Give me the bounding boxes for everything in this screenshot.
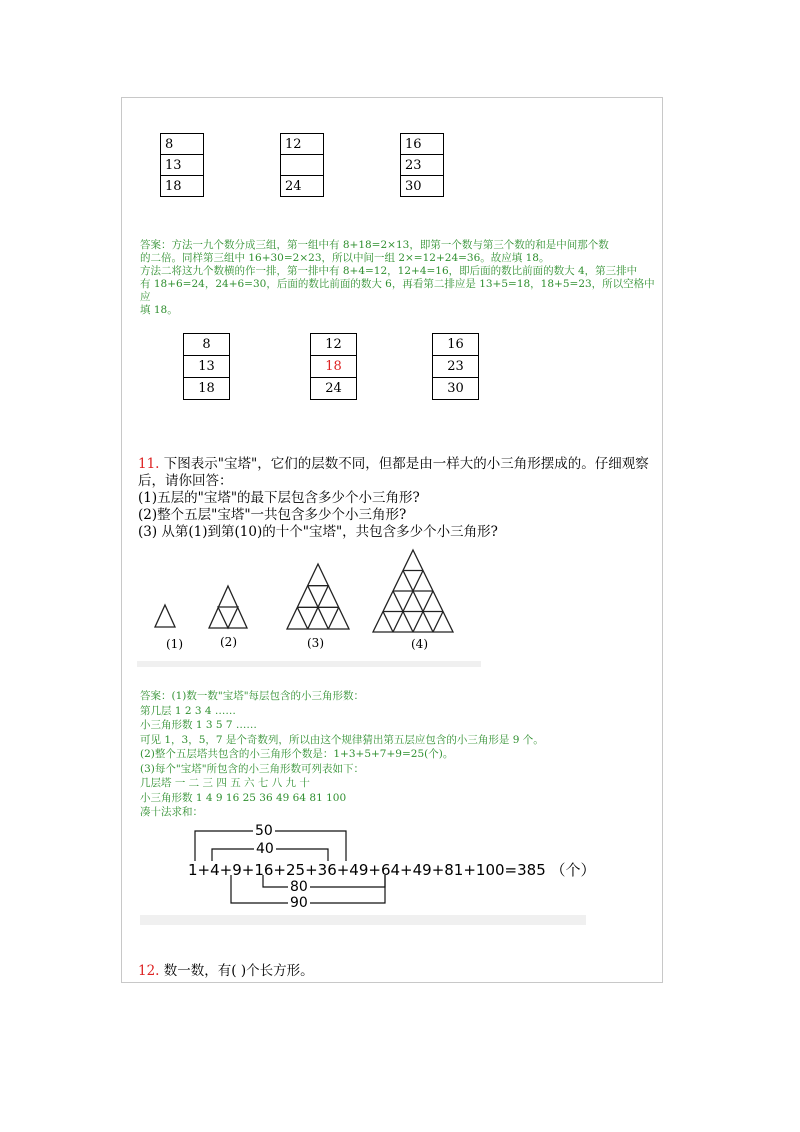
bracket-label: 40: [256, 841, 274, 857]
grid-cell: 18: [161, 176, 204, 197]
answer-line: 答案：(1)数一数"宝塔"每层包含的小三角形数：: [140, 690, 365, 702]
diagram-shadow: [140, 915, 586, 925]
pagoda-1: [155, 605, 175, 627]
grid-cell: 24: [281, 176, 324, 197]
bracket-label: 90: [290, 895, 308, 911]
column-cell: 24: [311, 378, 357, 400]
column-cell-highlight: 18: [311, 356, 357, 378]
grid-cell: 13: [161, 155, 204, 176]
figure-label: (3): [307, 636, 324, 650]
figure-label: (2): [220, 635, 237, 649]
column-cell: 12: [311, 334, 357, 356]
answer-column-3: [432, 333, 479, 400]
bracket-label: 80: [290, 879, 308, 895]
column-cell: 8: [184, 334, 230, 356]
answer-10: [140, 239, 660, 317]
question-grid: [160, 133, 444, 197]
answer-line: 的二倍。同样第三组中 16+30=2×23，所以中间一组 2×=12+24=36。故应填 18。: [140, 252, 550, 264]
answer-line: (3)每个"宝塔"所包含的小三角形数可列表如下：: [140, 762, 365, 775]
answer-line: 几层塔 一 二 三 四 五 六 七 八 九 十: [140, 777, 310, 789]
answer-line: 凑十法求和：: [140, 806, 203, 818]
answer-line: 答案：方法一九个数分成三组，第一组中有 8+18=2×13，即第一个数与第三个数的和是中间那个数: [140, 239, 609, 251]
question-number: 12.: [138, 963, 160, 979]
pagoda-4: [373, 550, 453, 632]
column-cell: 30: [433, 378, 479, 400]
grid-cell: 12: [281, 134, 324, 155]
sum-equation: 1+4+9+16+25+36+49+64+49+81+100=385 （个）: [188, 861, 596, 879]
answer-line: 小三角形数 1 3 5 7 ……: [140, 719, 257, 731]
answer-line: 填 18。: [140, 304, 178, 316]
grid-cell: [281, 155, 324, 176]
question-line: 下图表示"宝塔"，它们的层数不同，但都是由一样大的小三角形摆成的。仔细观察: [163, 456, 649, 472]
grid-cell: 23: [401, 155, 444, 176]
question-12: [138, 963, 314, 980]
answer-line: 小三角形数 1 4 9 16 25 36 49 64 81 100: [140, 791, 347, 804]
answer-line: 方法二将这九个数横的作一排，第一排中有 8+4=12，12+4=16，即后面的数比前面的数大 4，第三排中: [140, 265, 638, 277]
grid-cell: 8: [161, 134, 204, 155]
answer-line: (2)整个五层塔共包含的小三角形个数是：1+3+5+7+9=25(个)。: [140, 748, 454, 760]
question-number: 11.: [138, 456, 160, 472]
pagoda-2: [209, 586, 247, 628]
answer-11: [140, 689, 660, 820]
question-line: 数一数，有( )个长方形。: [163, 963, 314, 979]
grid-cell: 16: [401, 134, 444, 155]
figure-shadow: [137, 661, 481, 667]
question-line: (1)五层的"宝塔"的最下层包含多少个小三角形?: [138, 490, 420, 506]
answer-column-2: [310, 333, 357, 400]
answer-column-1: [183, 333, 230, 400]
column-cell: 23: [433, 356, 479, 378]
answer-line: 可见 1，3，5，7 是个奇数列，所以由这个规律猜出第五层应包含的小三角形是 9 个。: [140, 733, 544, 746]
column-cell: 16: [433, 334, 479, 356]
question-line: (2)整个五层"宝塔"一共包含多少个小三角形?: [138, 507, 407, 523]
pagoda-3: [287, 564, 349, 629]
question-grid-table: [160, 133, 444, 197]
question-line: 后，请你回答：: [138, 473, 233, 489]
answer-line: 第几层 1 2 3 4 ……: [140, 704, 236, 717]
pagoda-figure: [137, 546, 481, 666]
answer-line: 有 18+6=24，24+6=30，后面的数比前面的数大 6，再看第二排应是 13+5=18，18+5=23，所以空格中应: [140, 278, 655, 303]
question-line: (3) 从第(1)到第(10)的十个"宝塔"，共包含多少个小三角形?: [138, 524, 498, 540]
question-11: [138, 456, 668, 541]
figure-label: (4): [411, 637, 428, 651]
column-cell: 18: [184, 378, 230, 400]
column-cell: 13: [184, 356, 230, 378]
grid-cell: 30: [401, 176, 444, 197]
bracket-label: 50: [255, 823, 273, 839]
figure-label: (1): [166, 637, 183, 651]
sum-diagram: [140, 823, 596, 923]
